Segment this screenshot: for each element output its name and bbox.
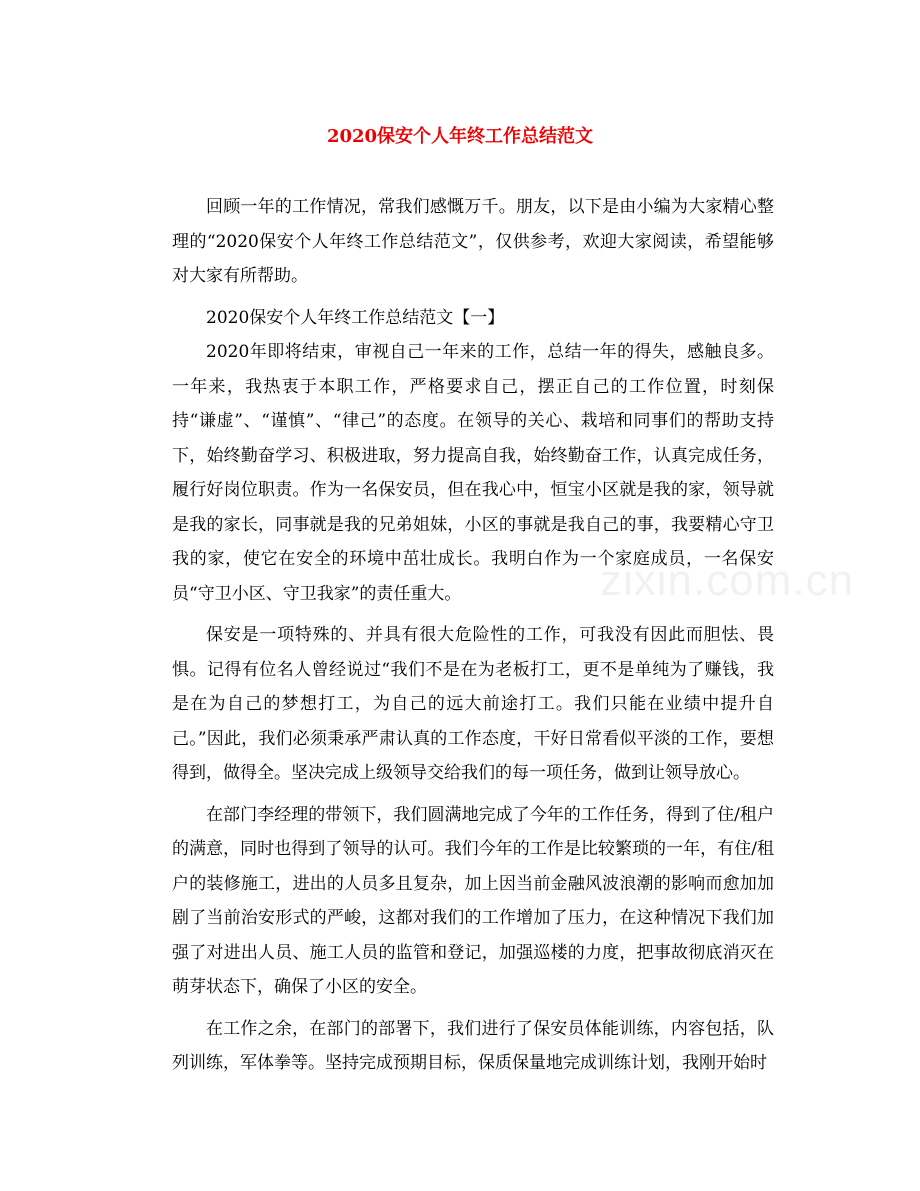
section-heading: 2020保安个人年终工作总结范文【一】 [206, 307, 505, 328]
watermark-text: zixin.com.cn [600, 556, 855, 605]
document-title: 2020保安个人年终工作总结范文 [326, 126, 594, 147]
intro-paragraph: 回顾一年的工作情况，常我们感慨万千。朋友，以下是由小编为大家精心整理的“2020保安个人年终工作总结范文”，仅供参考，欢迎大家阅读，希望能够对大家有所帮助。 [172, 197, 774, 286]
body-paragraph-1: 2020年即将结束，审视自己一年来的工作，总结一年的得失，感触良多。一年来，我热衷于本职工作，严格要求自己，摆正自己的工作位置，时刻保持“谦虚”、“谨慎”、“律己”的态度。在领导的关心、栽培和同事们的帮助支持下，始终勤奋学习、积极进取，努力提高自我，始终勤奋工作，认真完成任务，履行好岗位职责。作为一名保安员，但在我心中，恒宝小区就是我的家，领导就是我的家长，同事就是我的兄弟姐妹，小区的事就是我自己的事，我要精心守卫我的家，使它在安全的环境中茁壮成长。我明白作为一个家庭成员，一名保安员“守卫小区、守卫我家”的责任重大。 [172, 342, 774, 604]
body-paragraph-2: 保安是一项特殊的、并具有很大危险性的工作，可我没有因此而胆怯、畏惧。记得有位名人曾经说过“我们不是在为老板打工，更不是单纯为了赚钱，我是在为自己的梦想打工，为自己的远大前途打工。我们只能在业绩中提升自己。”因此，我们必须秉承严肃认真的工作态度，干好日常看似平淡的工作，要想得到，做得全。坚决完成上级领导交给我们的每一项任务，做到让领导放心。 [172, 625, 774, 783]
body-paragraph-4: 在工作之余，在部门的部署下，我们进行了保安员体能训练，内容包括，队列训练，军体拳等。坚持完成预期目标，保质保量地完成训练计划，我刚开始时 [172, 1018, 774, 1073]
body-paragraph-3: 在部门李经理的带领下，我们圆满地完成了今年的工作任务，得到了住/租户的满意，同时也得到了领导的认可。我们今年的工作是比较繁琐的一年，有住/租户的装修施工，进出的人员多且复杂，加上因当前金融风波浪潮的影响而愈加加剧了当前治安形式的严峻，这都对我们的工作增加了压力，在这种情况下我们加强了对进出人员、施工人员的监管和登记，加强巡楼的力度，把事故彻底消灭在萌芽状态下，确保了小区的安全。 [172, 804, 774, 997]
document-body [172, 190, 774, 1088]
